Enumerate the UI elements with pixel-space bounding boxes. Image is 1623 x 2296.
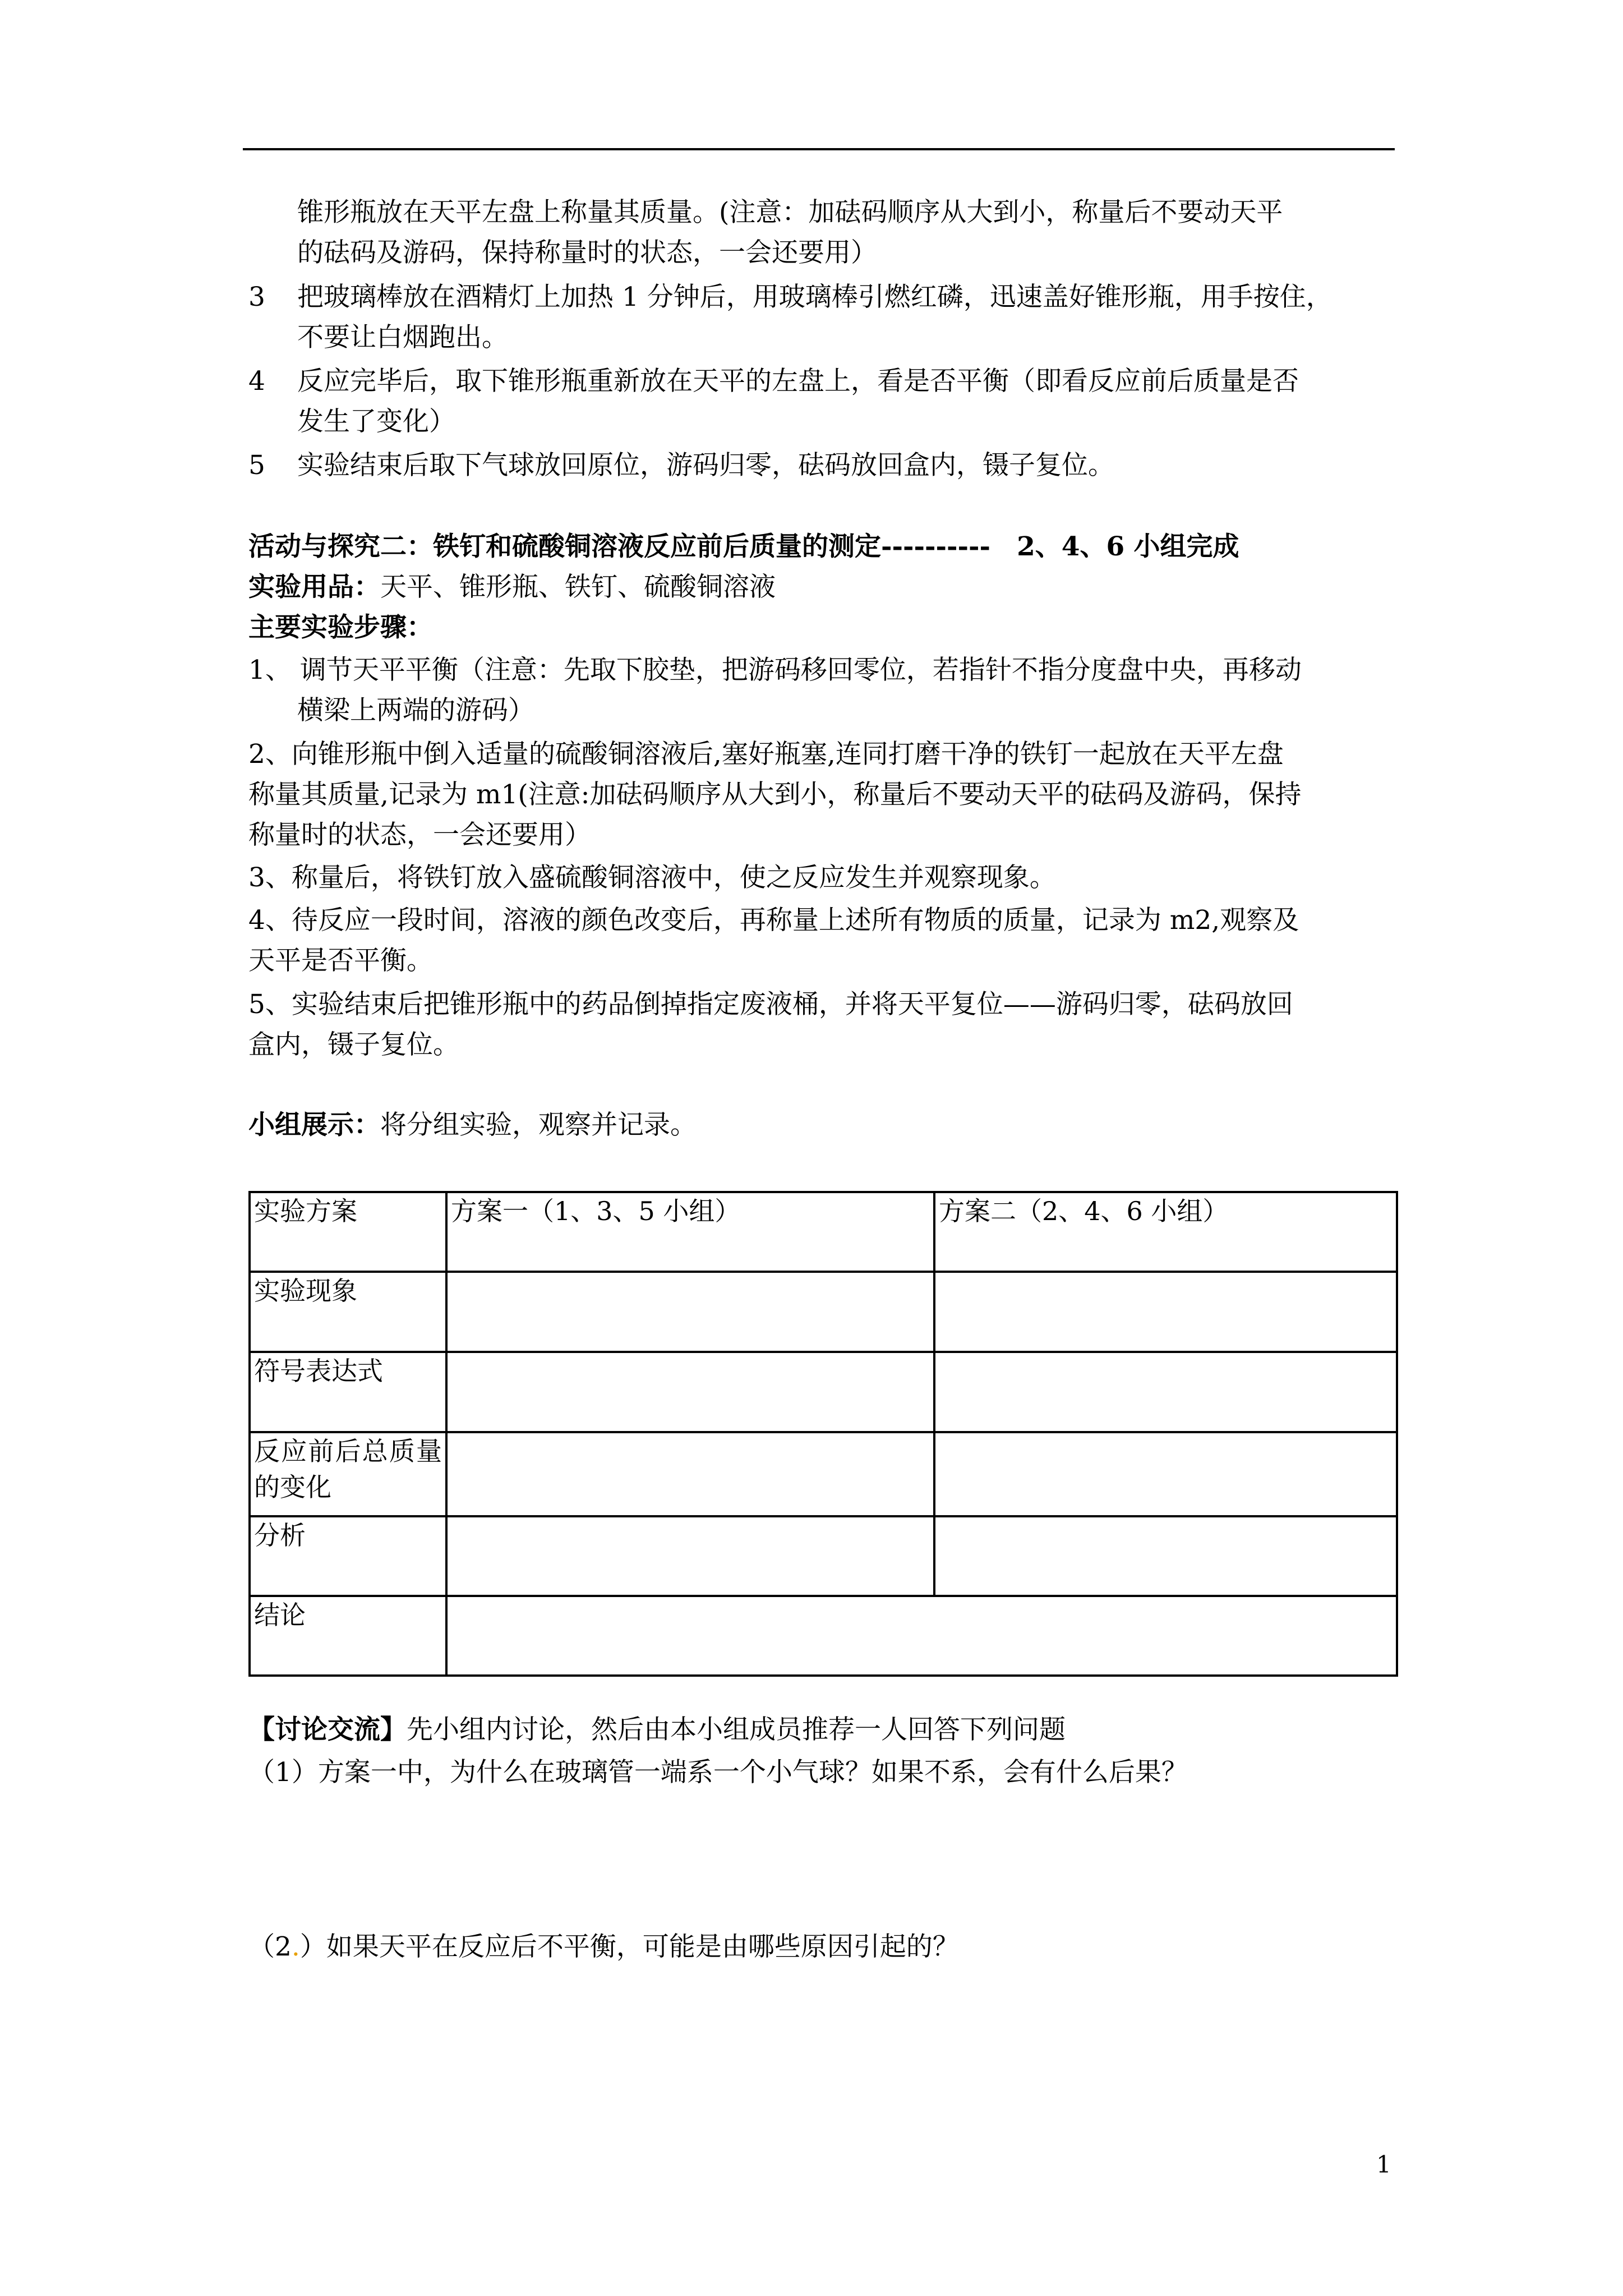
act2-step5-line2: 盒内，镊子复位。 [248,1029,459,1060]
step4-number: 4 [248,366,265,397]
page-number: 1 [1376,2151,1391,2178]
table-cell-empty[interactable] [934,1432,1397,1516]
act2-step1-line1: 1、 调节天平平衡（注意：先取下胶垫，把游码移回零位，若指针不指分度盘中央，再移动 [248,655,1302,685]
table-row-label: 结论 [250,1596,446,1676]
table-row [250,1272,1397,1352]
act2-step5-line1: 5、实验结束后把锥形瓶中的药品倒掉指定废液桶，并将天平复位——游码归零，砝码放回 [248,989,1293,1020]
step2-cont-line1: 锥形瓶放在天平左盘上称量其质量。(注意：加砝码顺序从大到小，称量后不要动天平 [297,197,1283,228]
table-row [250,1352,1397,1432]
table-cell-empty[interactable] [446,1272,934,1352]
table-cell-empty[interactable] [934,1352,1397,1432]
question-2-prefix: （2 [248,1931,292,1962]
step4-line2: 发生了变化） [297,406,455,437]
step4-line1: 反应完毕后，取下锥形瓶重新放在天平的左盘上，看是否平衡（即看反应前后质量是否 [297,366,1299,397]
discussion-text: 先小组内讨论，然后由本小组成员推荐一人回答下列问题 [407,1714,1066,1745]
group-show [248,1108,697,1142]
table-row-label: 分析 [250,1516,446,1596]
table-cell-empty[interactable] [934,1516,1397,1596]
table-row-label: 反应前后总质量的变化 [250,1432,446,1516]
act2-step2-line2: 称量其质量,记录为 m1(注意:加砝码顺序从大到小，称量后不要动天平的砝码及游码，保持 [248,779,1302,810]
act2-step4-line1: 4、待反应一段时间，溶液的颜色改变后，再称量上述所有物质的质量，记录为 m2,观察及 [248,905,1299,936]
table-header-cell: 方案二（2、4、6 小组） [934,1192,1397,1272]
table-cell-conclusion[interactable] [446,1596,1397,1676]
step3-line2: 不要让白烟跑出。 [297,322,508,353]
table-row [250,1192,1397,1272]
table-header-cell: 实验方案 [250,1192,446,1272]
step5-number: 5 [248,450,265,481]
act2-step4-line2: 天平是否平衡。 [248,945,433,976]
discussion-label: 【讨论交流】 [248,1714,407,1745]
table-row [250,1432,1397,1516]
table-header-cell: 方案一（1、3、5 小组） [446,1192,934,1272]
discussion-intro [248,1713,1066,1747]
table-cell-empty[interactable] [446,1352,934,1432]
step5-line1: 实验结束后取下气球放回原位，游码归零，砝码放回盒内，镊子复位。 [297,450,1114,481]
table-cell-empty[interactable] [446,1516,934,1596]
header-rule [243,148,1395,150]
act2-step1-line2: 横梁上两端的游码） [297,695,534,726]
step2-cont-line2: 的砝码及游码，保持称量时的状态，一会还要用） [297,237,877,268]
materials-text: 天平、锥形瓶、铁钉、硫酸铜溶液 [380,572,776,602]
activity2-materials [248,570,776,604]
table-row [250,1516,1397,1596]
act2-step2-line3: 称量时的状态，一会还要用） [248,820,591,850]
table-cell-empty[interactable] [446,1432,934,1516]
table-row-label: 符号表达式 [250,1352,446,1432]
activity2-steps-label: 主要实验步骤： [248,612,433,643]
question-2-dot: . [291,1931,300,1962]
materials-label: 实验用品： [248,572,380,602]
activity2-title: 活动与探究二：铁钉和硫酸铜溶液反应前后质量的测定---------- 2、4、6 小组完成 [248,531,1239,562]
table-cell-empty[interactable] [934,1272,1397,1352]
act2-step2-line1: 2、向锥形瓶中倒入适量的硫酸铜溶液后,塞好瓶塞,连同打磨干净的铁钉一起放在天平左盘 [248,739,1284,770]
result-table [248,1191,1398,1677]
question-2 [248,1930,959,1964]
group-show-label: 小组展示： [248,1110,380,1140]
group-show-text: 将分组实验，观察并记录。 [380,1110,697,1140]
step3-number: 3 [248,282,265,312]
question-1: （1）方案一中，为什么在玻璃管一端系一个小气球？如果不系，会有什么后果？ [248,1757,1188,1788]
table-row [250,1596,1397,1676]
step3-line1: 把玻璃棒放在酒精灯上加热 1 分钟后，用玻璃棒引燃红磷，迅速盖好锥形瓶，用手按住， [297,282,1332,312]
act2-step3: 3、称量后，将铁钉放入盛硫酸铜溶液中，使之反应发生并观察现象。 [248,862,1056,893]
table-row-label: 实验现象 [250,1272,446,1352]
question-2-text: ）如果天平在反应后不平衡，可能是由哪些原因引起的？ [299,1931,959,1962]
